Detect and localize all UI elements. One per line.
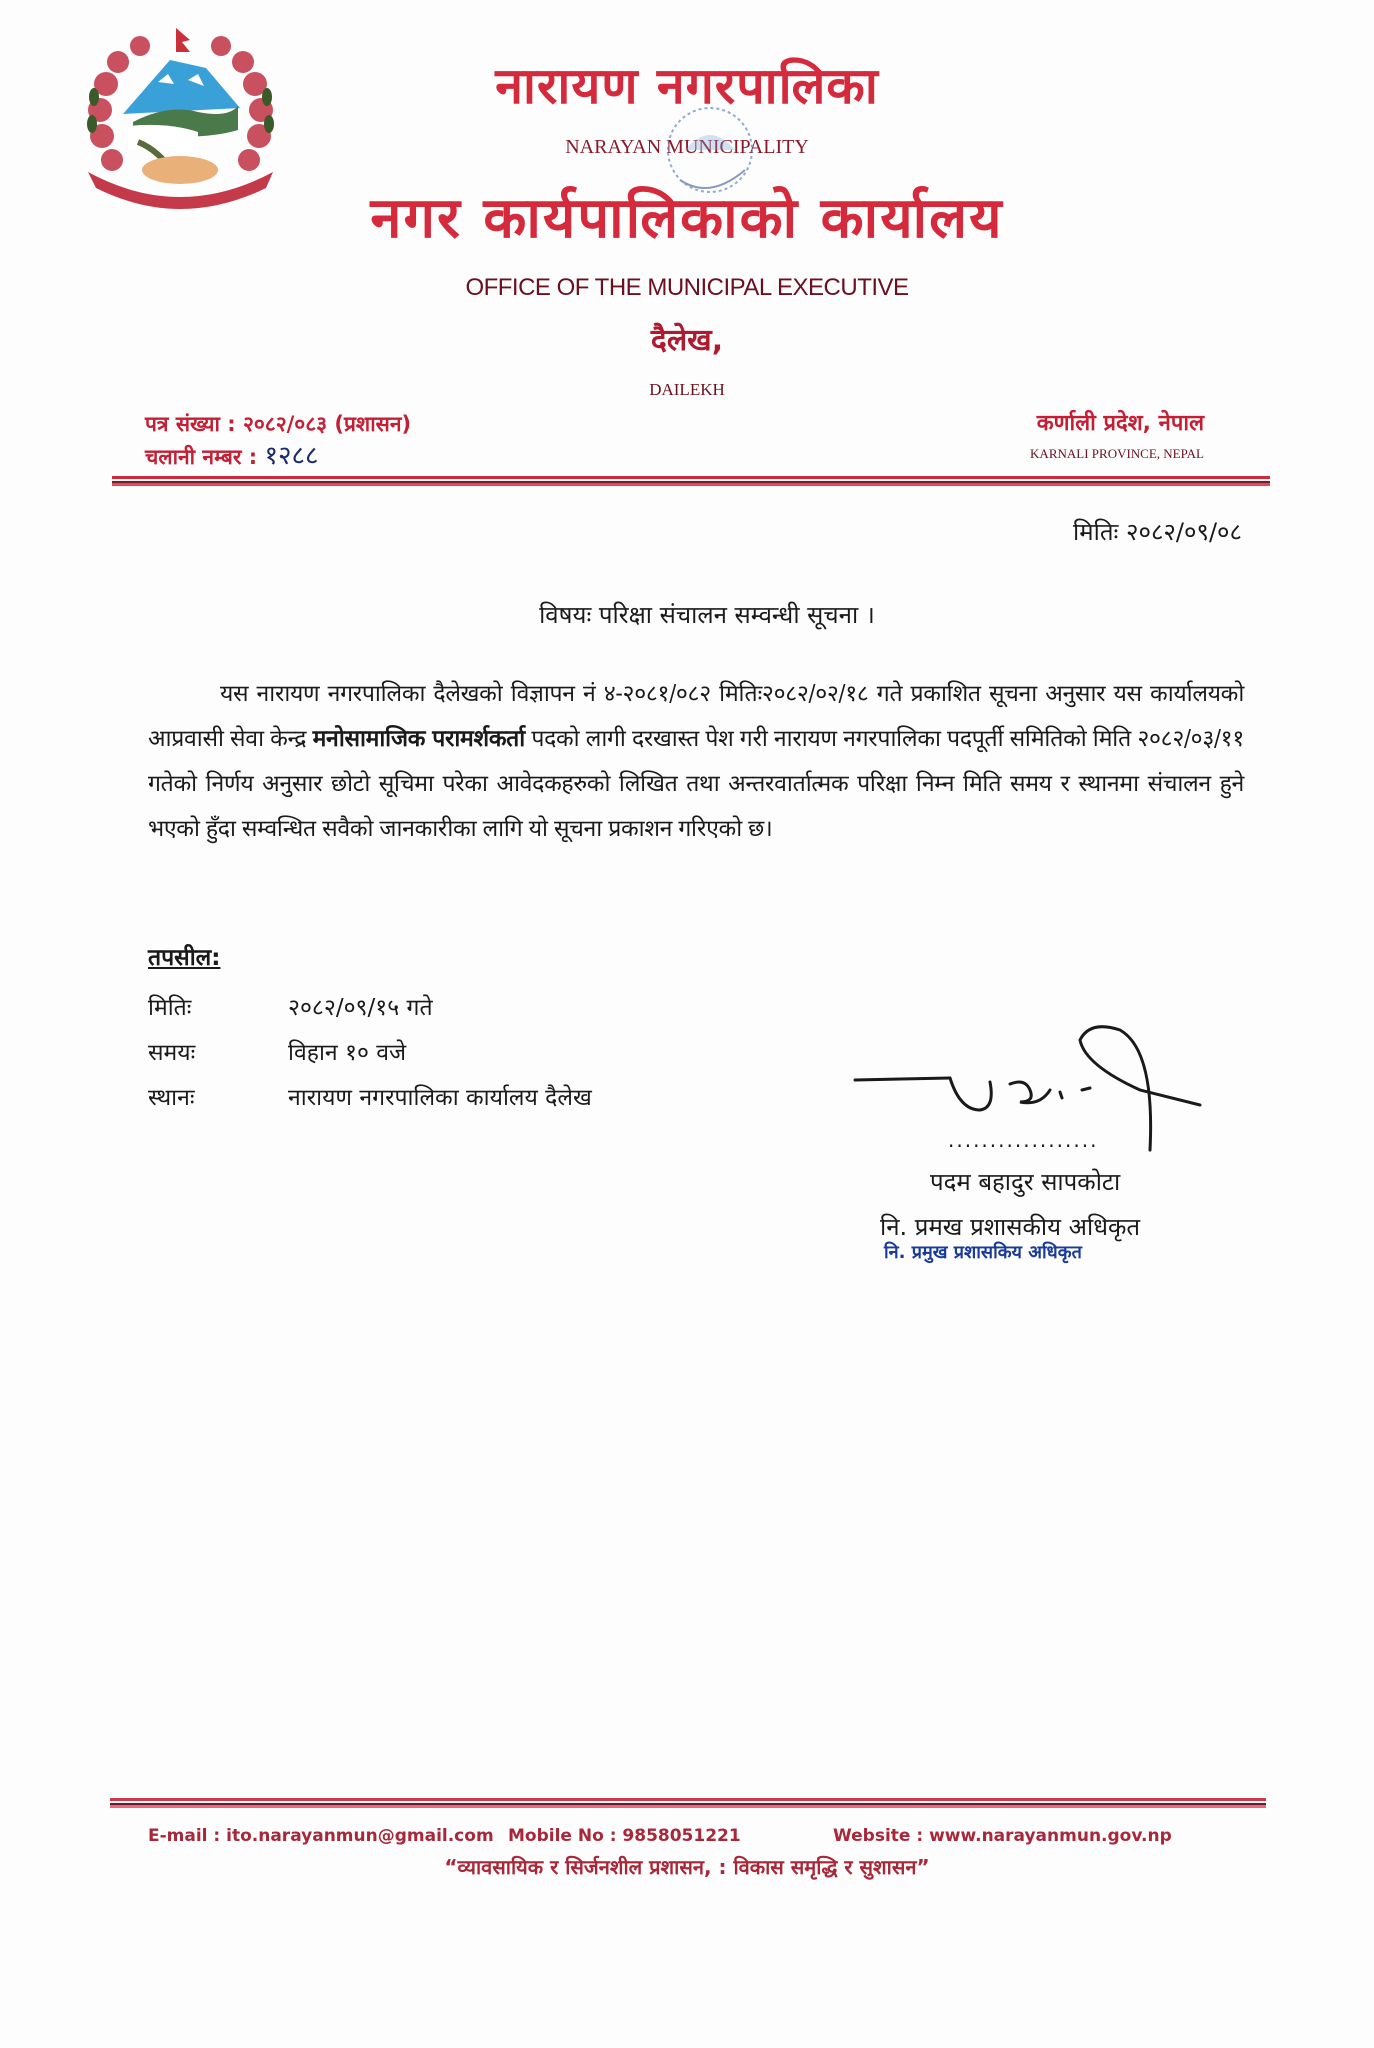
footer-website: Website : www.narayanmun.gov.np xyxy=(833,1826,1172,1846)
office-name-en: OFFICE OF THE MUNICIPAL EXECUTIVE xyxy=(465,274,909,301)
letter-body xyxy=(148,672,1244,852)
dispatch-number xyxy=(145,440,411,473)
details-label: समयः xyxy=(148,1040,196,1066)
details-label: मितिः xyxy=(148,995,192,1021)
district-np: दैलेख, xyxy=(650,323,724,358)
details-value: विहान १० वजे xyxy=(288,1040,407,1066)
footer-motto: “व्यावसायिक र सिर्जनशील प्रशासन, : विकास समृद्धि र सुशासन” xyxy=(444,1855,930,1879)
body-text-2: पदको लागी दरखास्त पेश गरी नारायण नगरपालिका पदपूर्ती समितिको मिति २०८२/०३/११ गतेको निर्णय अनुसार छोटो सूचिमा परेका आवेदकहरुको लिखित तथा अन्तरवार्तात्मक परिक्षा निम्न मिति समय र स्थानमा संचालन हुने भएको हुँदा सम्वन्धित सवैको जानकारीका लागि यो सूचना प्रकाशन गरिएको छ। xyxy=(148,726,1244,842)
details-row-venue xyxy=(148,1076,592,1121)
office-name-np: नगर कार्यपालिकाको कार्यालय xyxy=(370,186,1004,251)
body-text-1: यस नारायण नगरपालिका दैलेखको विज्ञापन नं ४-२०८१/०८२ मितिः२०८२/०२/१८ गते प्रकाशित सूचना अनुसार यस कार्यालयको आप्रवासी सेवा केन्द्र xyxy=(148,681,1244,752)
letter-number-label: पत्र संख्या : xyxy=(145,412,236,436)
letter-subject: विषयः परिक्षा संचालन सम्वन्धी सूचना । xyxy=(539,601,875,629)
reference-block xyxy=(145,408,411,473)
district-en: DAILEKH xyxy=(649,380,725,399)
municipality-name-np: नारायण नगरपालिका xyxy=(495,57,879,115)
exam-details xyxy=(148,940,592,1121)
details-label: स्थानः xyxy=(148,1085,195,1111)
body-post-name: मनोसामाजिक परामर्शकर्ता xyxy=(312,726,525,752)
dispatch-number-label: चलानी नम्बर : xyxy=(145,445,258,469)
province-en: KARNALI PROVINCE, NEPAL xyxy=(1030,446,1204,461)
letter-date: मितिः २०८२/०९/०८ xyxy=(1073,518,1242,546)
signer-name: पदम बहादुर सापकोटा xyxy=(930,1168,1121,1196)
details-value: नारायण नगरपालिका कार्यालय दैलेख xyxy=(288,1085,592,1111)
municipality-name-en: NARAYAN MUNICIPALITY xyxy=(565,136,809,158)
header-divider xyxy=(112,476,1270,486)
signer-title-stamp: नि. प्रमुख प्रशासकिय अधिकृत xyxy=(884,1242,1082,1263)
signature-line: .................. xyxy=(948,1128,1099,1152)
details-row-date xyxy=(148,986,592,1031)
letter-number-value: २०८२/०८३ (प्रशासन) xyxy=(242,412,412,436)
footer-mobile: Mobile No : 9858051221 xyxy=(508,1826,741,1846)
letter-number xyxy=(145,408,411,440)
province-block xyxy=(1030,408,1204,462)
province-np: कर्णाली प्रदेश, नेपाल xyxy=(1036,411,1204,436)
dispatch-number-value: १२८८ xyxy=(264,441,319,471)
details-value: २०८२/०९/१५ गते xyxy=(288,995,433,1021)
footer-email: E-mail : ito.narayanmun@gmail.com xyxy=(148,1826,494,1846)
signer-title: नि. प्रमख प्रशासकीय अधिकृत xyxy=(880,1213,1141,1241)
details-row-time xyxy=(148,1031,592,1076)
details-heading: तपसील: xyxy=(148,945,221,971)
footer-divider xyxy=(110,1798,1266,1810)
